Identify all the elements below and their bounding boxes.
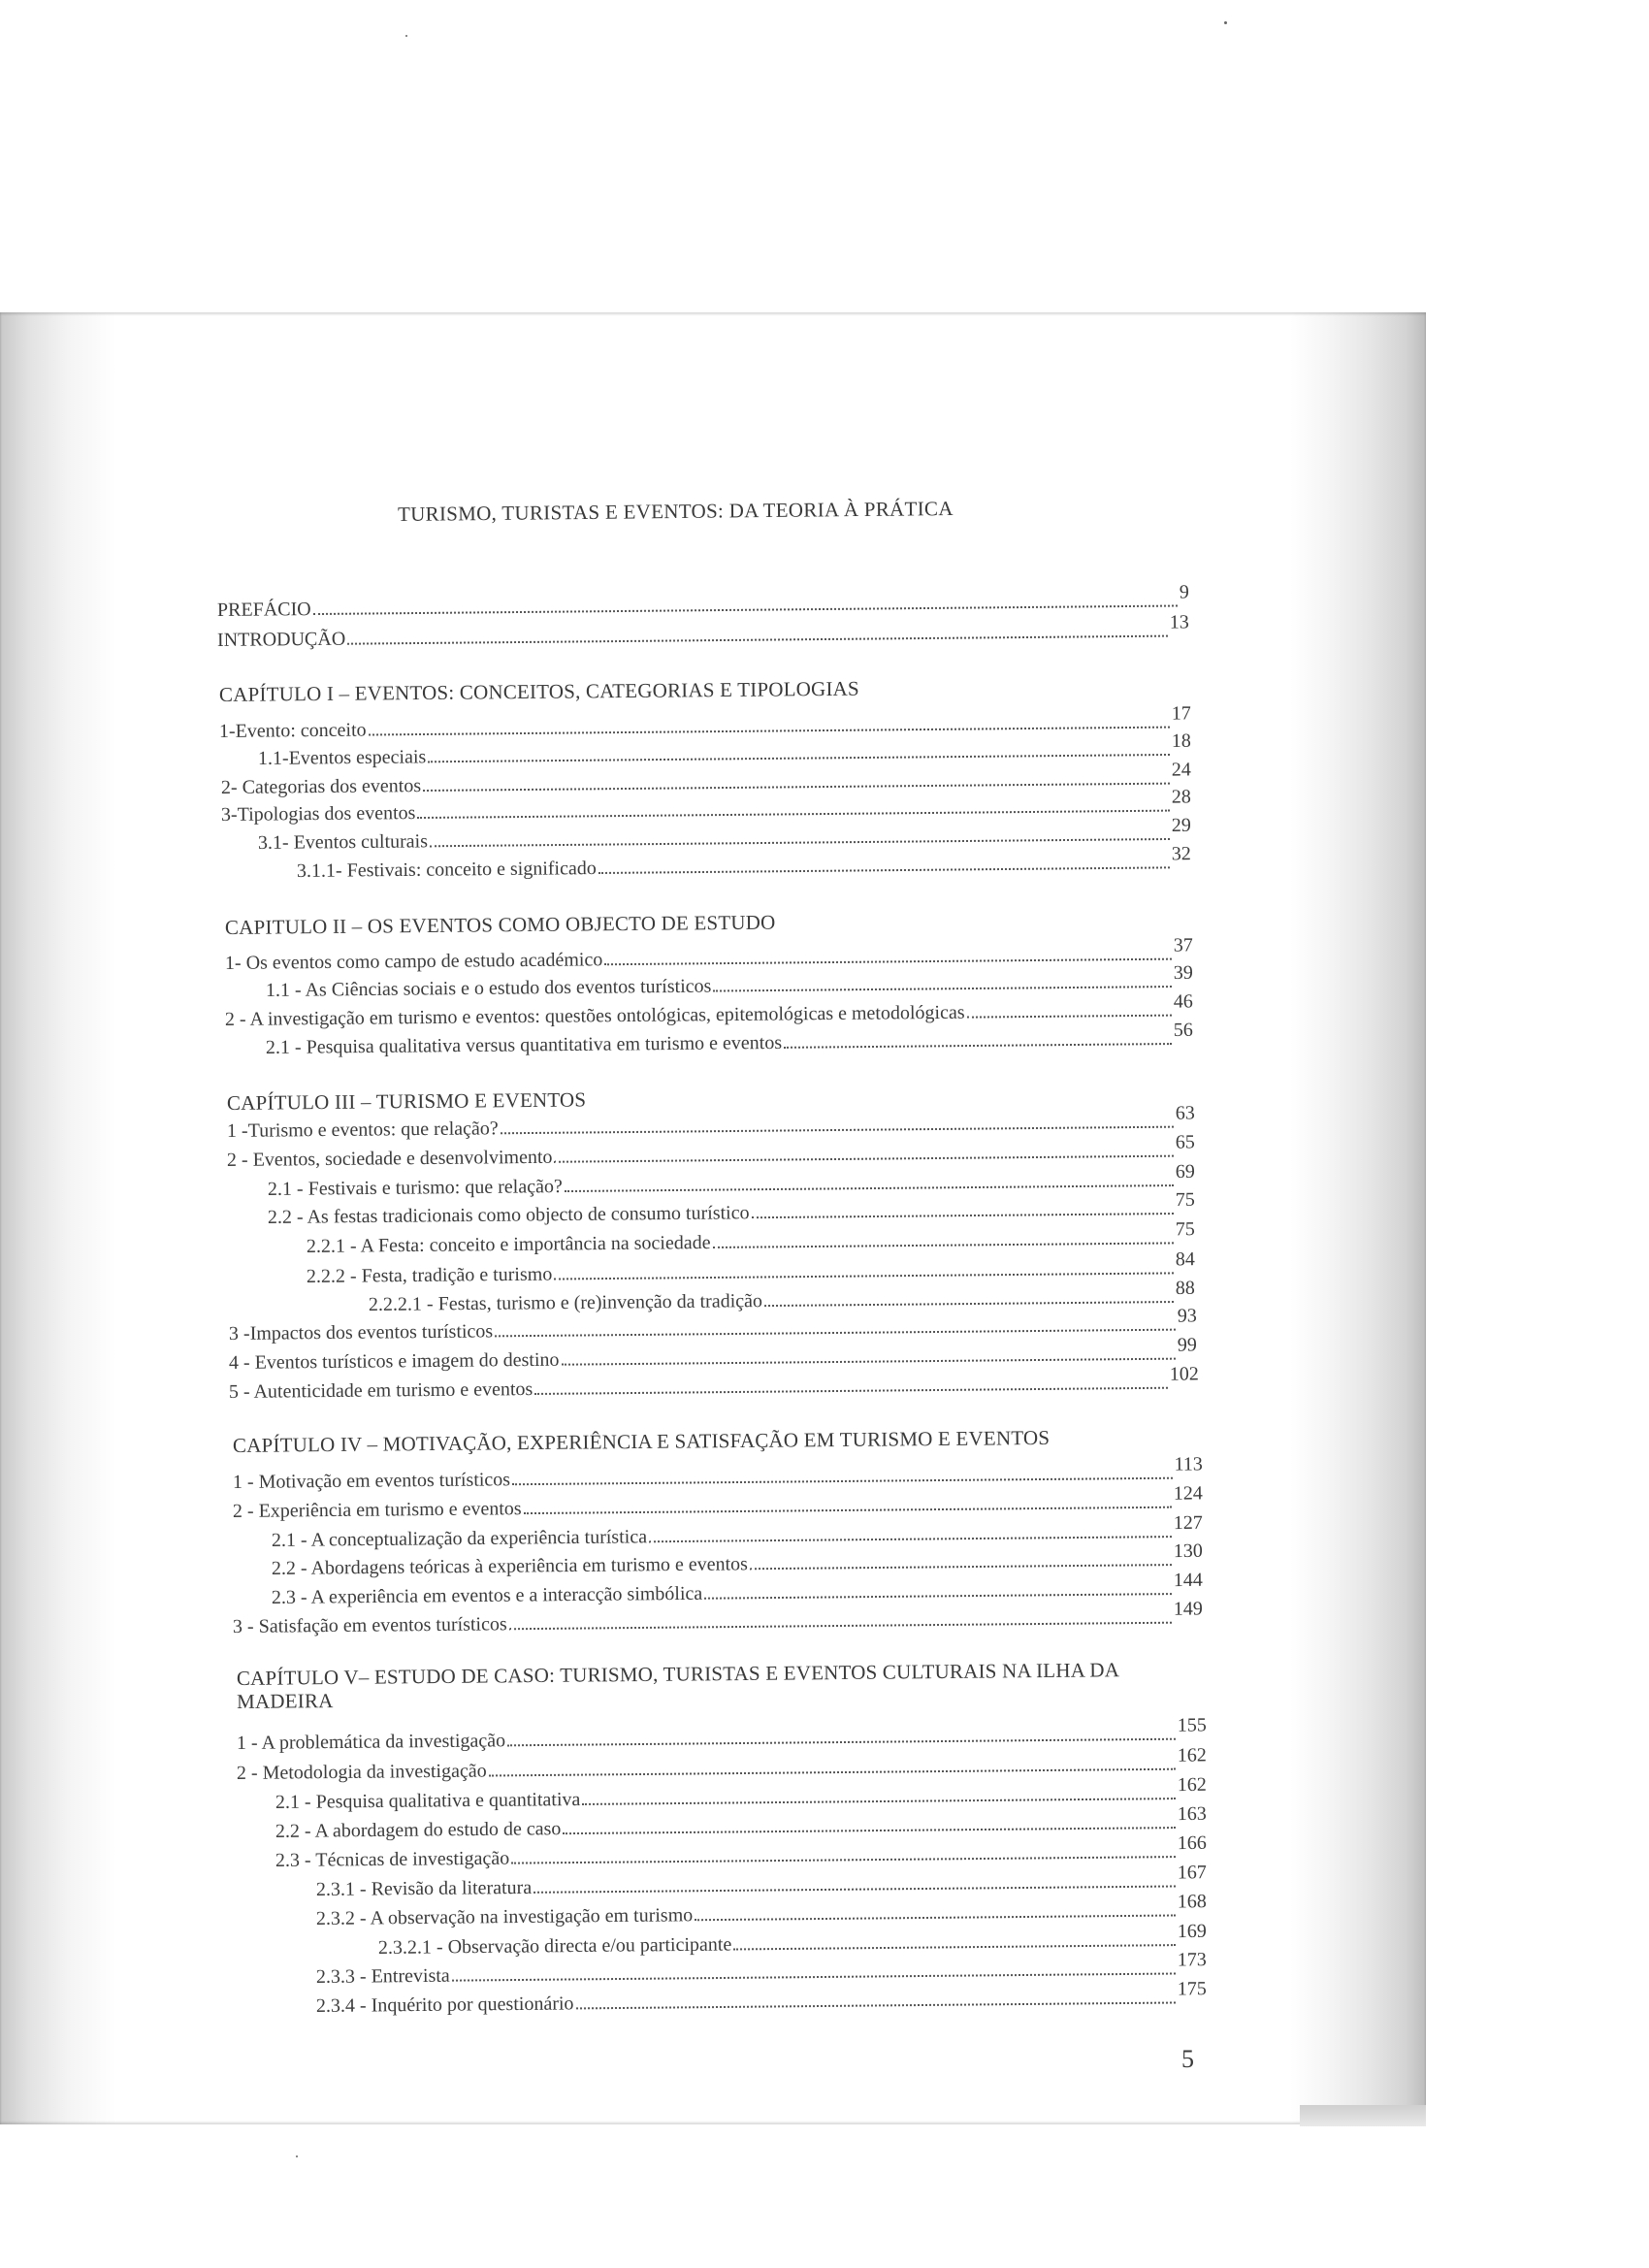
dot-leader (565, 1183, 1174, 1192)
toc-entry-label: 2.3.2 - A observação na investigação em turismo (315, 1904, 694, 1929)
dot-leader (733, 1943, 1176, 1950)
toc-entry-page: 24 (1171, 759, 1191, 781)
toc-entry-page: 166 (1177, 1831, 1207, 1855)
dot-leader (967, 1014, 1172, 1019)
toc-entry-label: 2- Categorias dos eventos (220, 775, 422, 798)
page-number: 5 (1181, 2045, 1194, 2073)
toc-entry-label: 2.2.2 - Festa, tradição e turismo (306, 1263, 553, 1287)
toc-entry-page: 173 (1177, 1949, 1207, 1971)
dot-leader (417, 809, 1170, 819)
toc-entry-label: 2.1 - Pesquisa qualitativa e quantitativa (275, 1788, 581, 1813)
dot-leader (576, 2000, 1177, 2009)
toc-entry-label: 2 - A investigação em turismo e eventos: questões ontológicas, epitemológicas e metodológicas (224, 1001, 965, 1030)
toc-entry-page: 113 (1174, 1453, 1203, 1475)
dot-leader (563, 1826, 1176, 1834)
toc-entry-label: 2.1 - A conceptualização da experiência turística (271, 1526, 648, 1551)
toc-entry-label: 1 - Motivação em eventos turísticos (232, 1469, 511, 1493)
dot-leader (784, 1042, 1172, 1049)
dot-leader (512, 1476, 1173, 1486)
toc-entry-label: 3.1- Eventos culturais (257, 830, 429, 854)
toc-entry-label: 2.3.1 - Revisão da literatura (315, 1876, 533, 1900)
toc-entry-label: 1-Evento: conceito (218, 719, 367, 742)
scan-speck (296, 2155, 298, 2157)
dot-leader (534, 1884, 1176, 1893)
toc-entry-page: 99 (1177, 1334, 1197, 1356)
dot-leader (534, 1386, 1168, 1395)
toc-entry-page: 39 (1173, 961, 1193, 985)
toc-entry-page: 162 (1177, 1744, 1207, 1766)
dot-leader (428, 753, 1170, 762)
dot-leader (695, 1913, 1176, 1921)
toc-entry-label: 1.1-Eventos especiais (257, 746, 427, 769)
toc-entry-label: 1 -Turismo e eventos: que relação? (226, 1118, 499, 1142)
toc-entry-label: 1 - A problemática da investigação (236, 1730, 506, 1754)
dot-leader (554, 1154, 1174, 1163)
dot-leader (704, 1592, 1172, 1600)
toc-entry-page: 169 (1177, 1920, 1207, 1943)
dot-leader (750, 1563, 1172, 1570)
toc-entry-label: 2.3.2.1 - Observação directa e/ou participante (377, 1933, 732, 1959)
toc-entry-page: 84 (1175, 1248, 1195, 1271)
toc-entry-label: 2.2.1 - A Festa: conceito e importância na sociedade (306, 1232, 711, 1257)
toc-entry-label: INTRODUÇÃO (216, 628, 346, 651)
toc-entry-page: 163 (1177, 1802, 1207, 1826)
toc-entry-page: 127 (1173, 1511, 1203, 1535)
toc-entry-page: 149 (1173, 1598, 1203, 1620)
dot-leader (430, 837, 1170, 847)
toc-entry-page: 46 (1173, 990, 1193, 1013)
toc-entry-label: 2.3 - Técnicas de investigação (275, 1847, 510, 1871)
scan-speck (405, 35, 407, 37)
chapter-heading[interactable]: CAPÍTULO IV – MOTIVAÇÃO, EXPERIÊNCIA E SATISFAÇÃO EM TURISMO E EVENTOS (232, 1425, 1051, 1457)
toc-entry-label: 3-Tipologias dos eventos (220, 802, 416, 826)
toc-entry-page: 69 (1175, 1160, 1195, 1183)
dot-leader (554, 1271, 1174, 1280)
toc-entry-label: 4 - Eventos turísticos e imagem do destino (228, 1348, 560, 1374)
page-title: TURISMO, TURISTAS E EVENTOS: DA TEORIA À PRÁTICA (397, 497, 954, 526)
dot-leader (347, 634, 1168, 645)
dot-leader (511, 1855, 1176, 1864)
toc-entry-label: 2.3.3 - Entrevista (315, 1964, 450, 1988)
toc-entry-page: 155 (1177, 1714, 1207, 1736)
dot-leader (713, 1241, 1174, 1248)
chapter-heading[interactable]: CAPÍTULO I – EVENTOS: CONCEITOS, CATEGORIAS E TIPOLOGIAS (218, 676, 859, 706)
toc-entry-page: 93 (1177, 1305, 1197, 1327)
toc-entry-page: 65 (1175, 1131, 1195, 1153)
dot-leader (649, 1535, 1172, 1542)
toc-entry-label: 3.1.1- Festivais: conceito e significado (296, 858, 597, 882)
toc-entry-page: 9 (1179, 581, 1189, 603)
toc-entry-page: 63 (1175, 1102, 1195, 1124)
dot-leader (752, 1212, 1174, 1218)
chapter-heading[interactable]: CAPÍTULO V– ESTUDO DE CASO: TURISMO, TURISTAS E EVENTOS CULTURAIS NA ILHA DA MADEIRA (236, 1658, 1118, 1713)
dot-leader (452, 1971, 1176, 1981)
toc-entry-page: 28 (1171, 786, 1191, 808)
dot-leader (507, 1737, 1176, 1747)
toc-entry-label: 2 - Experiência em turismo e eventos (232, 1498, 522, 1522)
toc-entry-page: 17 (1171, 702, 1191, 725)
toc-entry-label: 5 - Autenticidade em turismo e eventos (228, 1377, 534, 1403)
dot-leader (313, 603, 1178, 615)
dot-leader (495, 1328, 1176, 1338)
dot-leader (369, 726, 1170, 736)
toc-entry-page: 88 (1175, 1277, 1195, 1300)
dot-leader (582, 1797, 1176, 1805)
toc-entry-label: 2.2 - A abordagem do estudo de caso (275, 1818, 562, 1842)
toc-entry-label: 2.2 - Abordagens teóricas à experiência em turismo e eventos (271, 1553, 749, 1579)
dot-leader (509, 1621, 1172, 1631)
scan-speck (1224, 21, 1227, 24)
toc-entry-page: 168 (1177, 1891, 1207, 1913)
toc-entry-label: 3 -Impactos dos eventos turísticos (228, 1320, 494, 1345)
toc-entry-label: 1.1 - As Ciências sociais e o estudo dos eventos turísticos (265, 975, 712, 1001)
toc-entry-label: PREFÁCIO (216, 599, 311, 621)
toc-entry-page: 32 (1171, 843, 1191, 865)
dot-leader (598, 865, 1170, 874)
toc-entry-page: 175 (1177, 1978, 1207, 2000)
toc-entry-label: 2.1 - Pesquisa qualitativa versus quantitativa em turismo e eventos (265, 1031, 783, 1058)
toc-entry-page: 37 (1173, 934, 1193, 956)
toc-entry-page: 56 (1173, 1019, 1193, 1042)
toc-entry-page: 75 (1175, 1188, 1195, 1212)
toc-entry-label: 2.3 - A experiência em eventos e a interacção simbólica (271, 1582, 703, 1608)
dot-leader (764, 1300, 1174, 1307)
toc-entry-page: 18 (1171, 729, 1191, 752)
toc-entry-label: 2 - Metodologia da investigação (236, 1760, 487, 1784)
dot-leader (423, 782, 1170, 792)
chapter-heading[interactable]: CAPÍTULO III – TURISMO E EVENTOS (226, 1087, 587, 1115)
toc-entry-page: 13 (1169, 611, 1189, 633)
dot-leader (501, 1125, 1174, 1135)
dot-leader (604, 957, 1172, 966)
toc-entry-label: 2 - Eventos, sociedade e desenvolvimento (226, 1146, 553, 1171)
toc-entry-page: 162 (1177, 1773, 1207, 1797)
toc-entry-page: 144 (1173, 1569, 1203, 1592)
dot-leader (713, 985, 1172, 992)
chapter-heading[interactable]: CAPITULO II – OS EVENTOS COMO OBJECTO DE ESTUDO (224, 910, 776, 939)
dot-leader (562, 1357, 1176, 1366)
toc-entry-page: 124 (1173, 1482, 1203, 1505)
toc-entry-label: 2.2 - As festas tradicionais como objecto de consumo turístico (267, 1202, 750, 1228)
toc-entry-page: 102 (1169, 1363, 1199, 1385)
toc-entry-label: 2.1 - Festivais e turismo: que relação? (267, 1176, 563, 1200)
toc-entry-label: 2.2.2.1 - Festas, turismo e (re)invenção da tradição (368, 1290, 763, 1315)
toc-entry-page: 75 (1175, 1218, 1195, 1241)
toc-entry-label: 2.3.4 - Inquérito por questionário (315, 1993, 574, 2017)
dot-leader (524, 1506, 1172, 1514)
page-edge (1300, 2105, 1426, 2126)
toc-entry-page: 130 (1173, 1539, 1203, 1563)
toc-entry-page: 29 (1171, 814, 1191, 836)
toc-entry-page: 167 (1177, 1862, 1207, 1884)
toc-entry-label: 1- Os eventos como campo de estudo académico (224, 949, 603, 974)
dot-leader (489, 1767, 1176, 1777)
toc-entry-label: 3 - Satisfação em eventos turísticos (232, 1613, 507, 1637)
